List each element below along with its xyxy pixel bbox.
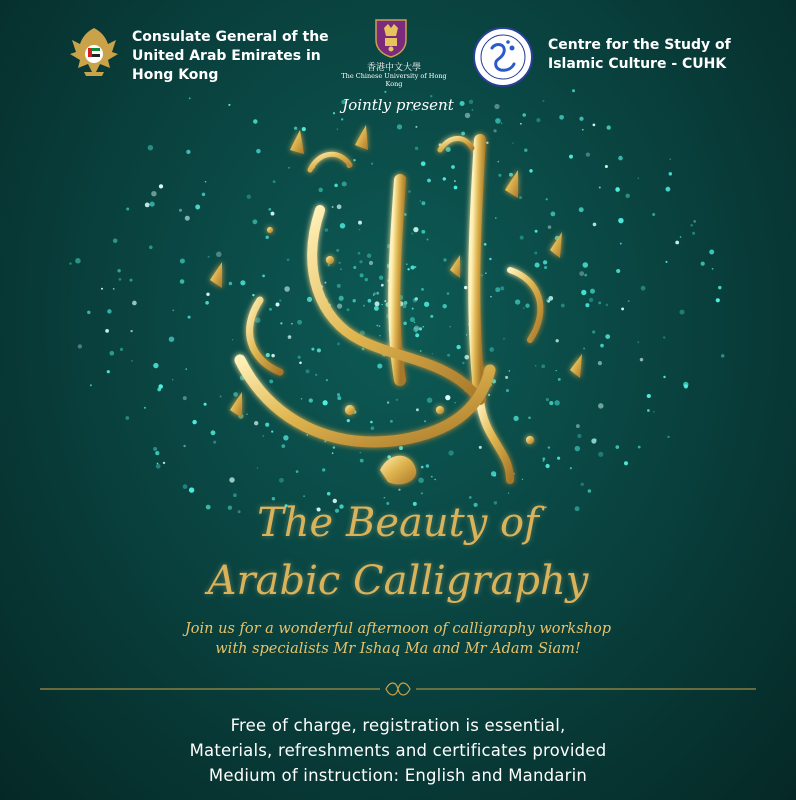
sparkle-dot — [69, 262, 71, 264]
info-line-2: Materials, refreshments and certificates provided — [189, 741, 607, 760]
subtitle-line-2: with specialists Mr Ishaq Ma and Mr Adam Siam! — [215, 641, 581, 657]
consulate-line-2: United Arab Emirates in — [132, 48, 321, 64]
sparkle-dot — [667, 436, 669, 438]
subtitle-line-1: Join us for a wonderful afternoon of calligraphy workshop — [184, 621, 612, 637]
sparkle-dot — [663, 376, 665, 378]
sparkle-dot — [675, 241, 679, 245]
sparkle-dot — [692, 232, 695, 235]
sparkle-dot — [120, 348, 123, 351]
sparkle-dot — [718, 286, 721, 289]
sparkle-dot — [126, 207, 129, 210]
sparkle-dot — [109, 351, 114, 356]
sparkle-dot — [693, 220, 696, 223]
title-line-2: Arabic Calligraphy — [207, 558, 589, 604]
sparkle-dot — [716, 298, 720, 302]
sparkle-dot — [679, 310, 684, 315]
sparkle-dot — [665, 187, 670, 192]
sparkle-dot — [90, 384, 92, 386]
sparkle-dot — [78, 344, 82, 348]
sparkle-dot — [670, 158, 671, 159]
sparkle-dot — [721, 354, 724, 357]
csic-line-2: Islamic Culture - CUHK — [548, 56, 727, 72]
sparkle-dot — [87, 311, 90, 314]
sparkle-dot — [663, 336, 665, 338]
sparkle-dot — [105, 329, 109, 333]
csic-name — [548, 36, 788, 74]
sparkle-dot — [145, 203, 150, 208]
sparkle-dot — [669, 172, 672, 175]
sparkle-dot — [144, 407, 146, 409]
sparkle-dot — [131, 360, 133, 362]
arabic-calligraphy-artwork — [150, 110, 650, 510]
sparkle-dot — [712, 268, 714, 270]
sparkle-dot — [130, 330, 132, 332]
sparkle-dot — [101, 288, 103, 290]
cuhk-crest-icon — [374, 18, 408, 58]
info-line-1: Free of charge, registration is essential, — [230, 716, 566, 735]
cuhk-chinese-name: 香港中文大學 — [366, 63, 421, 73]
sparkle-dot — [113, 239, 118, 244]
sparkle-dot — [75, 258, 80, 263]
sparkle-dot — [683, 382, 688, 387]
uae-emblem-icon — [66, 24, 122, 80]
sparkle-dot — [690, 224, 693, 227]
sparkle-dot — [680, 236, 682, 238]
sparkle-dot — [129, 279, 132, 282]
info-line-3: Medium of instruction: English and Mandarin — [208, 766, 588, 785]
csic-line-1: Centre for the Study of — [548, 37, 731, 53]
sparkle-dot — [117, 269, 120, 272]
consulate-line-3: Hong Kong — [132, 67, 219, 83]
sparkle-dot — [653, 411, 655, 413]
jointly-present-text: Jointly present — [342, 96, 454, 114]
sparkle-dot — [701, 262, 705, 266]
sparkle-dot — [132, 301, 137, 306]
consulate-name — [132, 28, 332, 85]
ornament-divider-icon — [40, 678, 756, 700]
sparkle-dot — [113, 288, 115, 290]
csic-logo-icon — [472, 26, 534, 88]
sparkle-dot — [652, 213, 655, 216]
sparkle-dot — [665, 261, 667, 263]
sparkle-dot — [572, 89, 575, 92]
sparkle-dot — [709, 250, 714, 255]
cuhk-english-name: The Chinese University of Hong Kong — [341, 72, 447, 88]
sparkle-dot — [119, 278, 122, 281]
title-line-1: The Beauty of — [257, 500, 539, 546]
sparkle-dot — [107, 370, 110, 373]
sparkle-dot — [384, 91, 386, 93]
sparkle-dot — [107, 309, 111, 313]
sparkle-dot — [125, 416, 129, 420]
consulate-line-1: Consulate General of the — [132, 29, 329, 45]
